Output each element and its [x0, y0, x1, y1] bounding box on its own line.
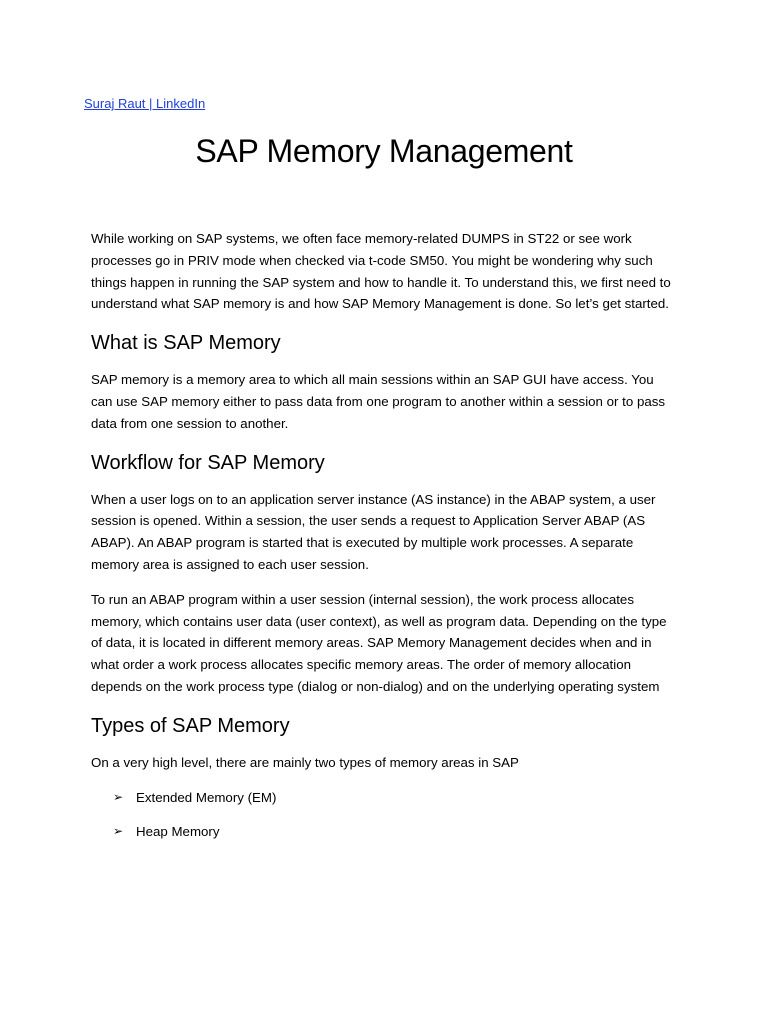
- section-paragraph: SAP memory is a memory area to which all main sessions within an SAP GUI have access. You can use SAP memory either to pass data from one program to another within a session or to pass data from one session to another.: [91, 372, 666, 431]
- intro-paragraph: While working on SAP systems, we often face memory-related DUMPS in ST22 or see work processes go in PRIV mode when checked via t-code SM50. You might be wondering why such things happen in running the SAP system and how to handle it. To understand this, we first need to understand what SAP memory is and how SAP Memory Management is done. So let’s get started.: [91, 231, 671, 312]
- page-title: SAP Memory Management: [195, 133, 573, 169]
- list-item-label: Heap Memory: [136, 823, 220, 839]
- section-heading-what-is-sap-memory: What is SAP Memory: [91, 332, 281, 355]
- section-paragraph: When a user logs on to an application server instance (AS instance) in the ABAP system, a user session is opened. Within a session, the user sends a request to Application Server ABAP (AS ABAP). An ABAP program is started that is executed by multiple work processes. A separate memory area is assigned to each user session.: [91, 491, 656, 572]
- section-paragraph: On a very high level, there are mainly two types of memory areas in SAP: [91, 754, 519, 770]
- section-heading-workflow: Workflow for SAP Memory: [91, 451, 325, 474]
- list-item: [91, 787, 675, 808]
- list-item: [91, 821, 675, 842]
- memory-types-list: [91, 787, 675, 842]
- author-linkedin-link[interactable]: Suraj Raut | LinkedIn: [84, 96, 206, 111]
- arrow-bullet-icon: ➢: [113, 823, 124, 838]
- section-heading-types-of-sap-memory: Types of SAP Memory: [91, 714, 290, 737]
- list-item-label: Extended Memory (EM): [136, 789, 277, 805]
- arrow-bullet-icon: ➢: [113, 789, 124, 804]
- document-body: [91, 228, 675, 855]
- section-paragraph: To run an ABAP program within a user session (internal session), the work process allocates memory, which contains user data (user context), as well as program data. Depending on the type of data, it is located in different memory areas. SAP Memory Management decides when and in what order a work process allocates specific memory areas. The order of memory allocation depends on the work process type (dialog or non-dialog) and on the underlying operating system: [91, 591, 667, 694]
